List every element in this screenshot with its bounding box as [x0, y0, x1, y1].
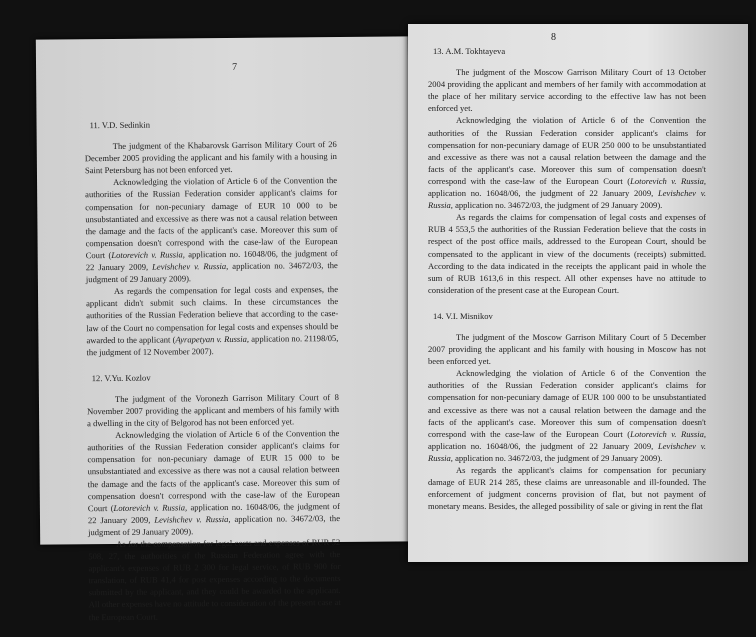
- paragraph-text: Acknowledging the violation of Article 6 of the Convention the authorities of the Russian Federation consider applicant's claims for compensation for non-pecuniary damage of EUR 250 000 to be unsubstantiated and excessive as there was not a causal relation between the damage and the facts of the applicant's case. Moreover this sum of compensation doesn't correspond with the case-law of the European Court (: [428, 115, 706, 186]
- section-13: [428, 45, 706, 296]
- paragraph-text: The judgment of the Moscow Garrison Military Court of 13 October 2004 providing the applicant and members of her family with accommodation at the place of her military service according to the effective law has not been enforced yet.: [428, 67, 706, 114]
- case-citation: Lotorevich v. Russia,: [111, 249, 185, 260]
- paragraph: [87, 427, 340, 538]
- case-citation: Levishchev v. Russia,: [428, 188, 707, 211]
- section-11: [84, 117, 338, 358]
- paragraph-text: Acknowledging the violation of Article 6 of the Convention the authorities of the Russian Federation consider applicant's claims for compensation for non-pecuniary damage of EUR 100 000 to be unsubstantiated and excessive as there was not a causal relation between the damage and the facts of the applicant's case. Moreover this sum of compensation doesn't correspond with the case-law of the European Court (: [428, 368, 706, 439]
- text-column: [428, 45, 706, 526]
- section-14: [428, 310, 706, 513]
- paragraph: [86, 283, 339, 358]
- page-8: [408, 24, 748, 562]
- paragraph-text: application no. 34672/03, the judgment of 29 January 2009).: [85, 260, 338, 285]
- paragraph-text: The judgment of the Khabarovsk Garrison Military Court of 26 December 2005 providing the applicant and his family with a housing in Saint Petersburg has not been enforced yet.: [84, 139, 337, 176]
- case-citation: Lotorevich v. Russia,: [630, 175, 706, 186]
- paragraph-text: As regards the claims for compensation of legal costs and expenses of RUB 4 553,5 the authorities of the Russian Federation believe that the costs in respect of the post office mails, addressed to the European Court, should be compensated to the applicant in view of the documents (receipts) submitted. According to the data indicated in the receipts the applicant paid in whole the sum of RUB 1613,6 in this respect. All other expenses have no attitude to consideration of the present case at the European Court.: [428, 212, 706, 295]
- case-citation: Levishchev v. Russia,: [428, 440, 707, 463]
- paragraph-text: application no. 16048/06, the judgment of 22 January 2009,: [85, 247, 338, 273]
- section-heading: 11. V.D. Sedinkin: [89, 119, 150, 131]
- paragraph: [428, 66, 706, 114]
- paragraph-text: The judgment of the Moscow Garrison Military Court of 5 December 2007 providing the applicant and his family with housing in Moscow has not been enforced yet.: [428, 331, 706, 367]
- paragraph-text: application no. 16048/06, the judgment of 22 January 2009,: [87, 500, 340, 526]
- case-citation: Levishchev v. Russia,: [154, 513, 231, 525]
- paragraph: [428, 464, 706, 512]
- page-number: 8: [551, 32, 556, 43]
- paragraph: [85, 174, 338, 285]
- case-citation: Lotorevich v. Russia,: [113, 502, 188, 513]
- paragraph-text: application no. 16048/06, the judgment of 22 January 2009,: [428, 440, 658, 451]
- paragraph-text: The judgment of the Voronezh Garrison Military Court of 8 November 2007 providing the applicant and members of his family with a dwelling in the city of Belgorod has not been enforced yet.: [87, 391, 340, 429]
- case-citation: Levishchev v. Russia,: [152, 260, 229, 272]
- paragraph-text: application no. 34672/03, the judgment of 29 January 2009).: [88, 512, 341, 538]
- paragraph-text: application no. 16048/06, the judgment of 22 January 2009,: [428, 188, 658, 199]
- paragraph: [428, 211, 706, 296]
- page-number: 7: [232, 61, 238, 73]
- paragraph-text: As for the compensation for legal costs and expenses of RUR 52 508, 27, the authorities of the Russian Federation agree with the applicant's expenses of RUB 2 300 for legal service, of RUB 900 for translation, of RUB 41,4 for post expenses according to the documents submitted by the applicant, and they could be awarded to the applicant. All other expenses have no attitude to consideration of the present case at the European Court.: [88, 536, 341, 622]
- section-heading: 14. V.I. Misnikov: [433, 310, 493, 321]
- section-heading: 12. V.Yu. Kozlov: [91, 372, 151, 383]
- paragraph: [428, 331, 706, 367]
- paragraph-text: As regards the applicant's claims for compensation for pecuniary damage of EUR 214 285, these claims are unreasonable and ill-founded. The enforcement of judgment concerns provision of flat, but not payment of monetary means. Besides, the alleged possibility of sale or giving in rent the flat: [428, 465, 706, 512]
- paragraph-text: application no. 34672/03, the judgment of 29 January 2009).: [452, 452, 663, 463]
- paragraph: [85, 138, 337, 176]
- paragraph-text: application no. 34672/03, the judgment of 29 January 2009).: [452, 200, 663, 211]
- paragraph-text: application no. 21198/05, the judgment of 12 November 2007).: [86, 332, 339, 357]
- text-column: [84, 117, 341, 637]
- paragraph: [87, 391, 339, 429]
- paragraph-text: Acknowledging the violation of Article 6 of the Convention the authorities of the Russian Federation consider applicant's claims for compensation for non-pecuniary damage of EUR 10 000 to be unsubstantiated and excessive as there was not a causal relation between the damage and the facts of the applicant's case. Moreover this sum of compensation doesn't correspond with the case-law of the European Court (: [85, 175, 338, 261]
- case-citation: Ayrapetyan v. Russia,: [175, 333, 250, 345]
- paragraph: [88, 536, 341, 623]
- page-7: [36, 36, 412, 622]
- section-12: [87, 370, 341, 623]
- paragraph-text: As regards the compensation for legal costs and expenses, the applicant didn't submit such claims. In these circumstances the authorities of the Russian Federation believe that according to the case-law of the Court no compensation for legal costs and expenses should be awarded to the applicant (: [86, 284, 339, 345]
- paragraph: [428, 114, 706, 211]
- section-heading: 13. A.M. Tokhtayeva: [433, 46, 506, 56]
- paragraph: [428, 367, 706, 464]
- case-citation: Lotorevich v. Russia,: [630, 428, 706, 439]
- paragraph-text: Acknowledging the violation of Article 6 of the Convention the authorities of the Russian Federation consider applicant's claims for compensation for non-pecuniary damage of EUR 15 000 to be unsubstantiated and excessive as there was not a causal relation between the damage and the facts of the applicant's case. Moreover this sum of compensation doesn't correspond with the case-law of the European Court (: [87, 428, 340, 513]
